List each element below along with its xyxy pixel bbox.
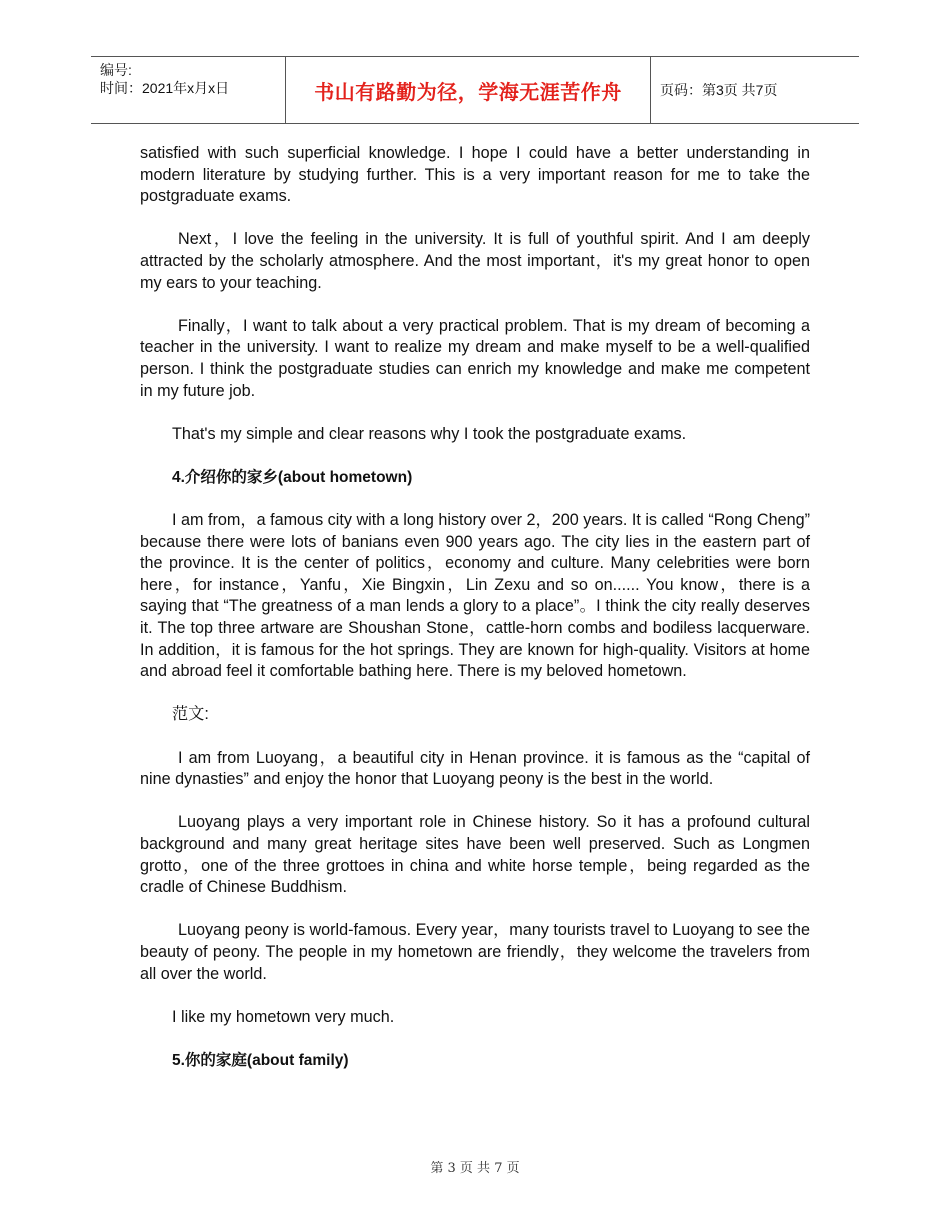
- time-label: 时间：2021年x月x日: [100, 80, 230, 96]
- section-heading-hometown: 4.介绍你的家乡(about hometown): [172, 468, 413, 486]
- section-heading-family: 5.你的家庭(about family): [172, 1051, 349, 1069]
- header-meta: [91, 57, 286, 123]
- header-page-info: 页码：第3页 共7页: [660, 82, 778, 98]
- page-header: [91, 56, 859, 124]
- paragraph: That's my simple and clear reasons why I took the postgraduate exams.: [172, 424, 687, 443]
- paragraph: I am from，a famous city with a long history over 2，200 years. It is called “Rong Cheng” because there were lots of banians even 900 years ago. The city lies in the eastern part of the province. It is the center of politics，economy and culture. Many celebrities were born here，for instance，Yanfu，Xie Bingxin，Lin Zexu and so on...... You know，there is a saying that “The greatness of a man lends a glory to a place”。I think the city really deserves it. The top three artware are Shoushan Stone，cattle-horn combs and bodiless lacquerware. In addition，it is famous for the hot springs. They are known for high-quality. Visitors at home and abroad feel it comfortable bathing here. There is my beloved hometown.: [140, 511, 810, 681]
- header-motto: 书山有路勤为径，学海无涯苦作舟: [286, 57, 651, 123]
- document-body: [140, 143, 810, 1093]
- paragraph: Luoyang plays a very important role in Chinese history. So it has a profound cultural background and many great heritage sites have been well preserved. Such as Longmen grotto，one of the three grottoes in china and white horse temple，being regarded as the cradle of Chinese Buddhism.: [140, 813, 810, 897]
- paragraph: I like my hometown very much.: [172, 1007, 395, 1026]
- number-label: 编号:: [100, 62, 132, 78]
- paragraph: Finally，I want to talk about a very practical problem. That is my dream of becoming a teacher in the university. I want to realize my dream and make myself to be a well-qualified person. I think the postgraduate studies can enrich my knowledge and make me competent in my future job.: [140, 316, 810, 400]
- paragraph: I am from Luoyang，a beautiful city in Henan province. it is famous as the “capital of nine dynasties” and enjoy the honor that Luoyang peony is the best in the world.: [140, 748, 810, 789]
- paragraph: Luoyang peony is world-famous. Every year，many tourists travel to Luoyang to see the beauty of peony. The people in my hometown are friendly，they welcome the travelers from all over the world.: [140, 921, 810, 983]
- paragraph: satisfied with such superficial knowledge. I hope I could have a better understanding in modern literature by studying further. This is a very important reason for me to take the postgraduate exams.: [140, 144, 810, 206]
- page-footer: 第 3 页 共 7 页: [430, 1161, 520, 1176]
- paragraph: Next，I love the feeling in the university. It is full of youthful spirit. And I am deeply attracted by the scholarly atmosphere. And the most important，it's my great honor to open my ears to your teaching.: [140, 230, 810, 292]
- sample-label: 范文:: [172, 705, 209, 724]
